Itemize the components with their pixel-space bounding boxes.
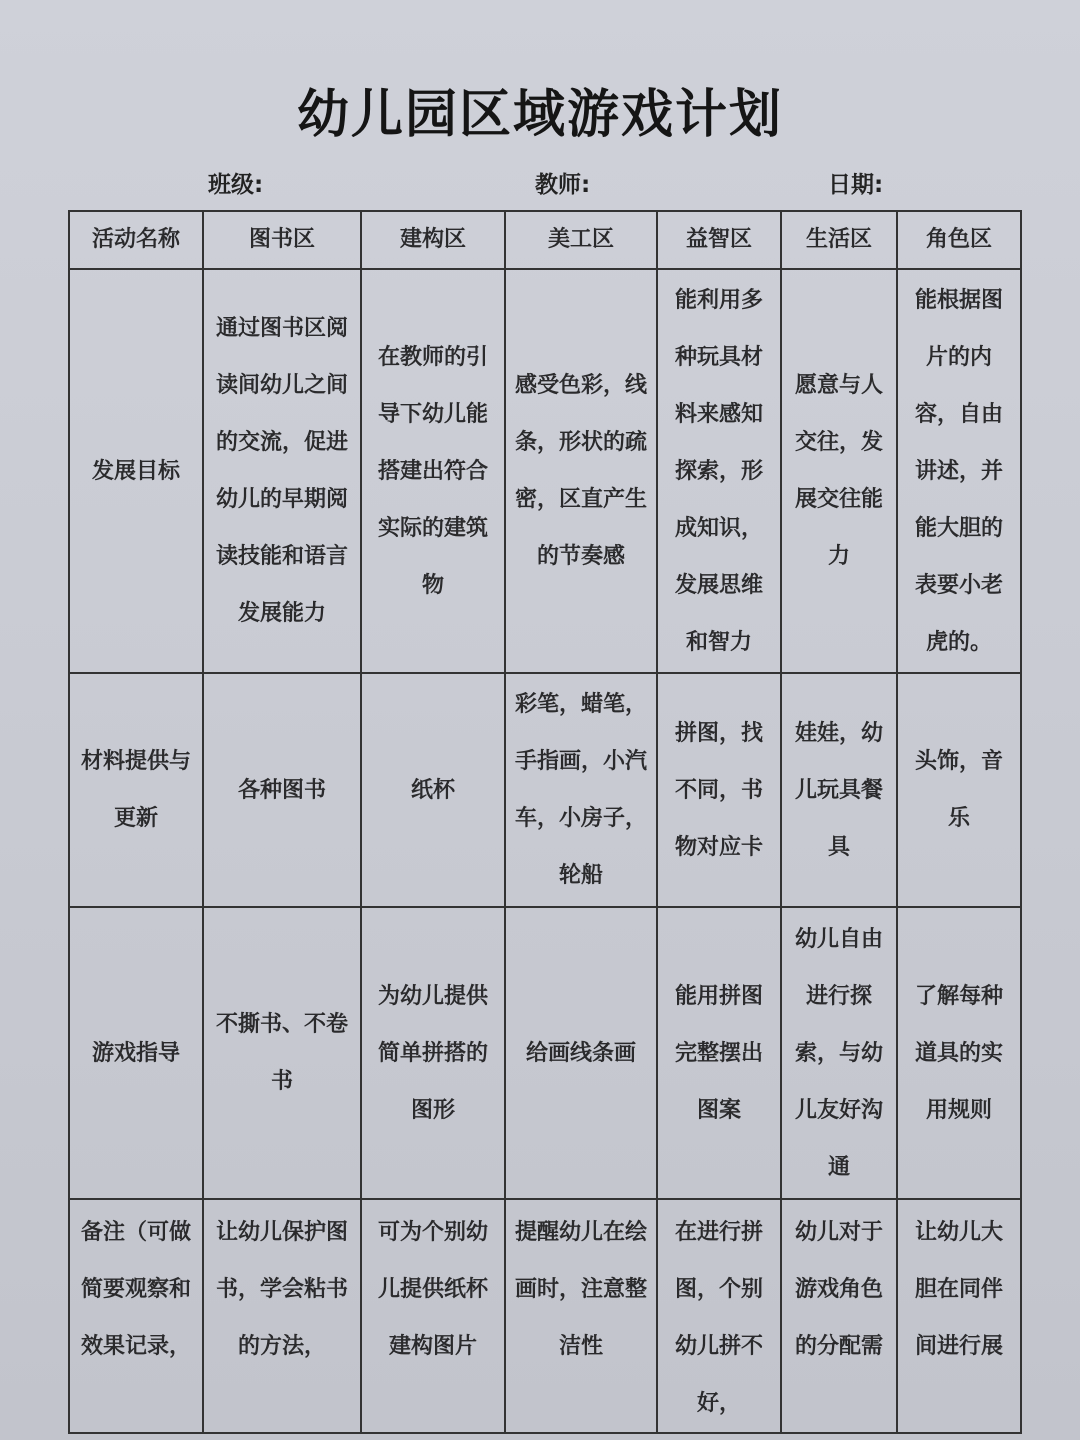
table-cell: 在教师的引导下幼儿能搭建出符合实际的建筑物	[361, 269, 505, 673]
row-label-guidance: 游戏指导	[69, 907, 203, 1199]
table-cell: 为幼儿提供简单拼搭的图形	[361, 907, 505, 1199]
table-cell: 彩笔，蜡笔，手指画，小汽车，小房子，轮船	[505, 673, 657, 907]
table-header-row	[69, 211, 1021, 269]
table-cell: 提醒幼儿在绘画时，注意整洁性	[505, 1199, 657, 1433]
header-reading-area: 图书区	[203, 211, 361, 269]
table-row	[69, 907, 1021, 1199]
table-cell: 能用拼图完整摆出图案	[657, 907, 781, 1199]
table-cell: 纸杯	[361, 673, 505, 907]
teacher-label: 教师:	[535, 172, 591, 198]
table-row	[69, 269, 1021, 673]
table-cell: 让幼儿大胆在同伴间进行展	[897, 1199, 1021, 1433]
table-cell: 了解每种道具的实用规则	[897, 907, 1021, 1199]
table-cell: 愿意与人交往，发展交往能力	[781, 269, 897, 673]
row-label-materials: 材料提供与更新	[69, 673, 203, 907]
table-cell: 通过图书区阅读间幼儿之间的交流，促进幼儿的早期阅读技能和语言发展能力	[203, 269, 361, 673]
row-label-notes: 备注（可做简要观察和效果记录，	[69, 1199, 203, 1433]
table-cell: 能根据图片的内容，自由讲述，并能大胆的表要小老虎的。	[897, 269, 1021, 673]
row-label-goals: 发展目标	[69, 269, 203, 673]
table-cell: 感受色彩，线条，形状的疏密，区直产生的节奏感	[505, 269, 657, 673]
table-cell: 在进行拼图，个别幼儿拼不好，	[657, 1199, 781, 1433]
header-role-area: 角色区	[897, 211, 1021, 269]
date-label: 日期:	[828, 172, 884, 198]
header-activity-name: 活动名称	[69, 211, 203, 269]
header-art-area: 美工区	[505, 211, 657, 269]
header-puzzle-area: 益智区	[657, 211, 781, 269]
table-row	[69, 673, 1021, 907]
table-cell: 不撕书、不卷书	[203, 907, 361, 1199]
table-cell: 幼儿自由进行探索，与幼儿友好沟通	[781, 907, 897, 1199]
class-label: 班级:	[208, 172, 264, 198]
table-cell: 让幼儿保护图书，学会粘书的方法，	[203, 1199, 361, 1433]
document-title: 幼儿园区域游戏计划	[296, 85, 783, 145]
table-row	[69, 1199, 1021, 1433]
table-cell: 娃娃，幼儿玩具餐具	[781, 673, 897, 907]
table-cell: 能利用多种玩具材料来感知探索，形成知识，发展思维和智力	[657, 269, 781, 673]
header-construction-area: 建构区	[361, 211, 505, 269]
plan-table	[68, 210, 1022, 1434]
table-cell: 拼图，找不同，书物对应卡	[657, 673, 781, 907]
header-life-area: 生活区	[781, 211, 897, 269]
table-cell: 给画线条画	[505, 907, 657, 1199]
table-cell: 可为个别幼儿提供纸杯建构图片	[361, 1199, 505, 1433]
table-cell: 各种图书	[203, 673, 361, 907]
table-cell: 头饰，音乐	[897, 673, 1021, 907]
table-cell: 幼儿对于游戏角色的分配需	[781, 1199, 897, 1433]
